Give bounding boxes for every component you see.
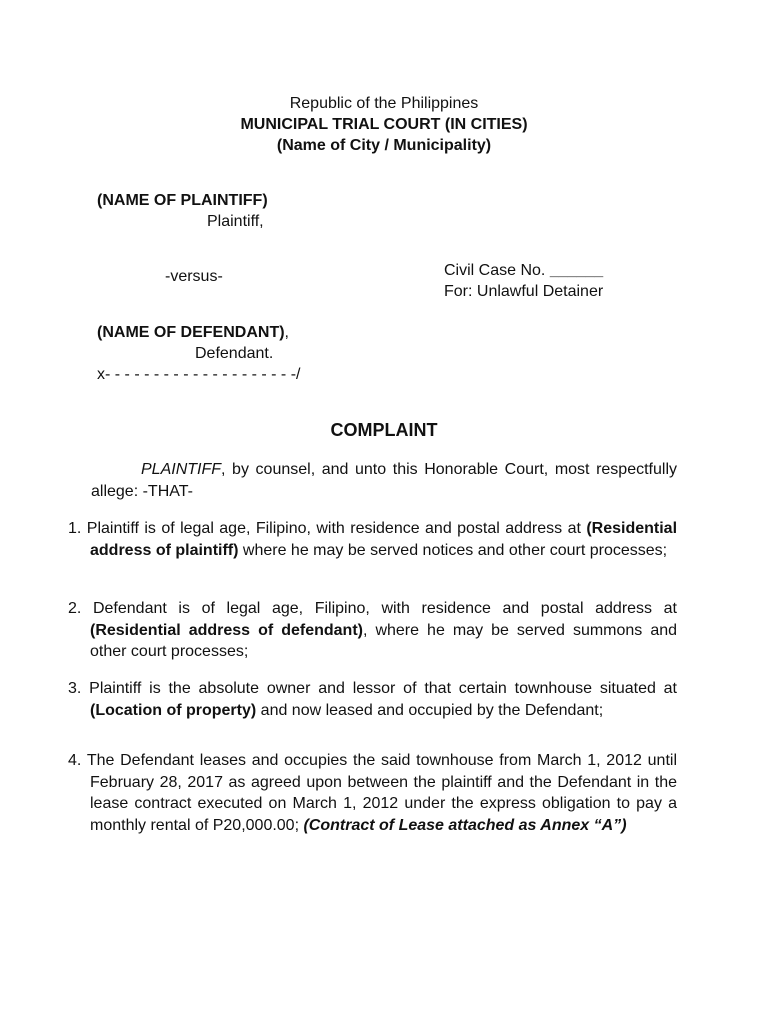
- item-italic-text: (Contract of Lease attached as: [303, 816, 541, 834]
- plaintiff-label: Plaintiff,: [207, 213, 264, 230]
- case-number-label: Civil Case No.: [444, 262, 550, 279]
- document-title: COMPLAINT: [330, 420, 438, 440]
- item-text-end: where he may be served notices and other court processes;: [238, 541, 668, 559]
- item-number: 3.: [68, 680, 82, 697]
- defendant-comma: ,: [284, 324, 289, 341]
- case-number-blank: ______: [549, 262, 604, 279]
- item-number: 1.: [68, 520, 82, 537]
- case-nature: For: Unlawful Detainer: [444, 283, 604, 300]
- court-header: [0, 93, 768, 156]
- defendant-name: (NAME OF DEFENDANT): [97, 324, 285, 341]
- item-number: 2.: [68, 600, 82, 617]
- plaintiff-name: (NAME OF PLAINTIFF): [97, 192, 268, 209]
- allegation-item: [67, 678, 677, 721]
- allegation-item: [67, 750, 677, 836]
- case-number-line: [444, 260, 603, 281]
- republic-line: Republic of the Philippines: [289, 95, 479, 112]
- defendant-line: [97, 322, 289, 343]
- allegation-item: [67, 598, 677, 663]
- city-line: (Name of City / Municipality): [276, 137, 492, 154]
- intro-plaintiff: PLAINTIFF: [141, 461, 222, 478]
- item-bold-text: (Residential address of defendant): [90, 621, 363, 639]
- item-close-paren: ): [621, 816, 627, 834]
- defendant-label: Defendant.: [195, 345, 274, 362]
- item-bold-text: (Residential address of plaintiff): [90, 520, 678, 559]
- item-text: Defendant is of legal age, Filipino, with residence and postal address at: [92, 600, 677, 617]
- item-text: Plaintiff is of legal age, Filipino, with residence and postal address at: [86, 520, 587, 537]
- item-bold-text: (Location of property): [90, 701, 257, 719]
- intro-paragraph: [91, 459, 677, 502]
- intro-rest: , by counsel, and unto this Honorable Court, most respectfully allege: -THAT-: [91, 461, 677, 500]
- caption-divider: x- - - - - - - - - - - - - - - - - - - -/: [97, 366, 301, 383]
- versus-label: -versus-: [165, 268, 223, 285]
- annex-label: Annex “A”: [540, 816, 622, 834]
- item-text: The Defendant leases and occupies the said townhouse from March 1, 2012 until February 28, 2017 as agreed upon between the plaintiff and the Defendant in the lease contract executed on March 1, 2012 under the express obligation to pay a monthly rental of P20,000.00;: [86, 752, 678, 834]
- item-text-end: , where he may be served summons and other court processes;: [90, 621, 678, 660]
- item-number: 4.: [68, 752, 82, 769]
- item-text: Plaintiff is the absolute owner and lessor of that certain townhouse situated at: [89, 680, 678, 697]
- item-text-end: and now leased and occupied by the Defendant;: [256, 701, 604, 719]
- court-name: MUNICIPAL TRIAL COURT (IN CITIES): [240, 116, 528, 133]
- allegation-item: [67, 518, 677, 561]
